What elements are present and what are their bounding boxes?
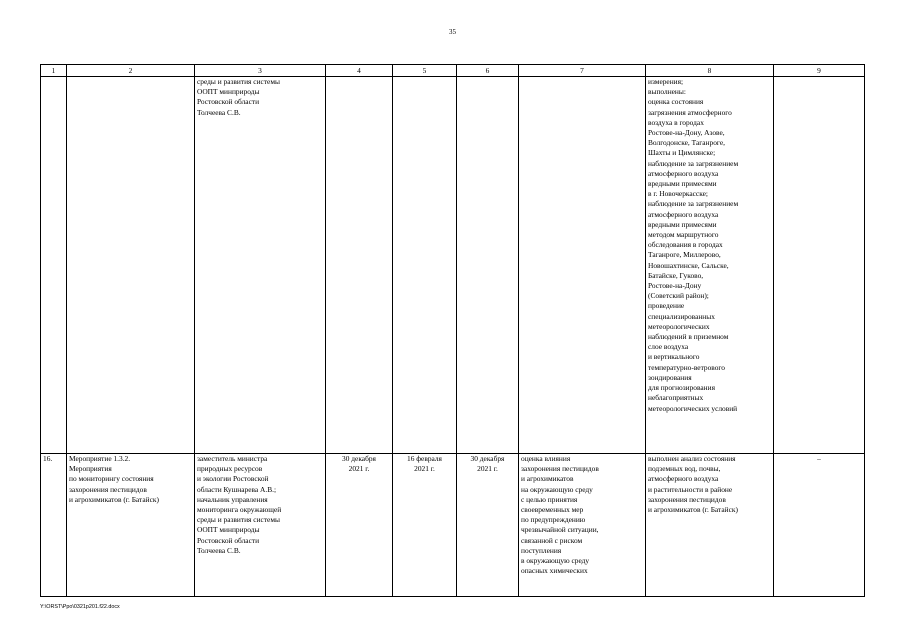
- column-number: 4: [326, 65, 393, 77]
- cell-text-line: захоронения пестицидов: [69, 484, 147, 494]
- cell-text-line: воздуха в городах: [648, 117, 704, 127]
- column-number: 8: [646, 65, 774, 77]
- responsible-cell: [195, 77, 326, 454]
- cell-text-line: чрезвычайной ситуации,: [521, 525, 599, 535]
- cell-text-line: по предупреждению: [521, 515, 586, 525]
- cell-text-line: вредными примесями: [648, 179, 717, 189]
- cell-text-line: 2021 г.: [414, 464, 435, 474]
- cell-text-line: вредными примесями: [648, 219, 717, 229]
- cell-text-line: зондирования: [648, 372, 692, 382]
- cell-text-line: ООПТ минприроды: [197, 87, 260, 97]
- column-number: 2: [67, 65, 195, 77]
- cell-text-line: Шахты и Цимлянске;: [648, 148, 716, 158]
- cell-text-line: заместитель министра: [197, 454, 268, 463]
- cell-text-line: атмосферного воздуха: [648, 168, 719, 178]
- cell-text-line: наблюдение за загрязнением: [648, 199, 739, 209]
- cell-text-line: наблюдение за загрязнением: [648, 158, 739, 168]
- report-table: [40, 64, 865, 597]
- cell-text-line: Мероприятия: [69, 464, 112, 474]
- cell-text-line: выполнены:: [648, 87, 686, 97]
- column-number: 6: [457, 65, 519, 77]
- cell-text-line: на окружающую среду: [521, 484, 593, 494]
- cell-text-line: и агрохимикатов: [521, 474, 574, 484]
- cell-text-line: измерения;: [648, 77, 684, 86]
- cell-text-line: Ростове-на-Дону, Азове,: [648, 128, 725, 138]
- cell-text-line: Волгодонске, Таганроге,: [648, 138, 725, 148]
- cell-text-line: Новошахтинске, Сальске,: [648, 260, 729, 270]
- cell-text-line: атмосферного воздуха: [648, 209, 719, 219]
- cell-text-line: неблагоприятных: [648, 393, 704, 403]
- cell-text-line: и агрохимикатов (г. Батайск): [648, 505, 738, 515]
- page-number: 35: [449, 28, 456, 36]
- cell-text-line: выполнен анализ состояния: [648, 454, 736, 463]
- cell-text-line: загрязнения атмосферного: [648, 107, 732, 117]
- cell-text-line: ООПТ минприроды: [197, 525, 260, 535]
- notes-cell: [774, 77, 865, 454]
- planned-date-cell: [326, 454, 393, 597]
- column-number: 9: [774, 65, 865, 77]
- cell-text-line: по мониторингу состояния: [69, 474, 154, 484]
- actual-result-cell: [646, 77, 774, 454]
- cell-text-line: оценка влияния: [521, 454, 571, 463]
- column-number: 1: [41, 65, 67, 77]
- cell-text-line: обследования в городах: [648, 240, 723, 250]
- row-number-cell: [41, 77, 67, 454]
- cell-text-line: 30 декабря: [342, 454, 376, 463]
- table-row-16: [41, 454, 865, 597]
- actual-end-cell: [457, 77, 519, 454]
- cell-text-line: Толчеева С.В.: [197, 107, 241, 117]
- cell-text-line: и растительности в районе: [648, 484, 733, 494]
- cell-text-line: оценка состояния: [648, 97, 704, 107]
- cell-text-line: метеорологических: [648, 321, 710, 331]
- cell-text-line: в г. Новочеркасске;: [648, 189, 708, 199]
- cell-text-line: специализированных: [648, 311, 715, 321]
- cell-text-line: Ростове-на-Дону: [648, 281, 702, 291]
- measure-cell: [67, 454, 195, 597]
- cell-text-line: 2021 г.: [348, 464, 370, 474]
- cell-text-line: с целью принятия: [521, 494, 578, 504]
- cell-text-line: области Кушнарева А.В.;: [197, 484, 277, 494]
- actual-result-cell: [646, 454, 774, 597]
- cell-text-line: (Советский район);: [648, 291, 709, 301]
- cell-text-line: начальник управления: [197, 494, 268, 504]
- cell-text-line: связанной с риском: [521, 535, 583, 545]
- cell-text-line: опасных химических: [521, 566, 588, 576]
- cell-text-line: своевременных мер: [521, 505, 584, 515]
- cell-text-line: наблюдений в приземном: [648, 332, 729, 342]
- cell-text-line: температурно-ветрового: [648, 362, 725, 372]
- cell-text-line: 16 февраля: [407, 454, 442, 463]
- responsible-cell: [195, 454, 326, 597]
- actual-start-cell: [393, 454, 457, 597]
- cell-text-line: 30 декабря: [470, 454, 505, 463]
- notes-cell: –: [774, 454, 865, 597]
- cell-text-line: Мероприятие 1.3.2.: [69, 454, 131, 463]
- cell-text-line: атмосферного воздуха: [648, 474, 719, 484]
- planned-date-cell: [326, 77, 393, 454]
- cell-text-line: метеорологических условий: [648, 403, 738, 413]
- column-number: 3: [195, 65, 326, 77]
- cell-text-line: в окружающую среду: [521, 556, 590, 566]
- cell-text-line: Ростовской области: [197, 535, 260, 545]
- column-number: 7: [519, 65, 646, 77]
- cell-text-line: подземных вод, почвы,: [648, 464, 721, 474]
- cell-text-line: методом маршрутного: [648, 230, 719, 240]
- actual-start-cell: [393, 77, 457, 454]
- column-number-row: [41, 65, 865, 77]
- cell-text-line: мониторинга окружающей: [197, 505, 282, 515]
- expected-result-cell: [519, 454, 646, 597]
- cell-text-line: и экологии Ростовской: [197, 474, 269, 484]
- cell-text-line: среды и развития системы: [197, 515, 280, 525]
- cell-text-line: захоронения пестицидов: [648, 494, 726, 504]
- cell-text-line: Ростовской области: [197, 97, 260, 107]
- measure-cell: [67, 77, 195, 454]
- table-row-continued: [41, 77, 865, 454]
- cell-text-line: проведение: [648, 301, 685, 311]
- cell-text-line: Батайске, Гуково,: [648, 270, 704, 280]
- cell-text-line: Толчеева С.В.: [197, 545, 241, 555]
- cell-text-line: захоронения пестицидов: [521, 464, 599, 474]
- cell-text-line: поступления: [521, 545, 562, 555]
- cell-text-line: среды и развития системы: [197, 77, 280, 86]
- file-path-footer: Y:\ORST\Ppo\0321p201.f22.docx: [40, 604, 120, 610]
- cell-text-line: природных ресурсов: [197, 464, 263, 474]
- column-number: 5: [393, 65, 457, 77]
- cell-text-line: и агрохимикатов (г. Батайск): [69, 494, 159, 504]
- expected-result-cell: [519, 77, 646, 454]
- cell-text-line: и вертикального: [648, 352, 700, 362]
- cell-text-line: для прогнозирования: [648, 383, 715, 393]
- cell-text-line: 2021 г.: [477, 464, 498, 474]
- cell-text-line: слое воздуха: [648, 342, 689, 352]
- cell-text-line: Таганроге, Миллерово,: [648, 250, 721, 260]
- actual-end-cell: [457, 454, 519, 597]
- row-number-cell: 16.: [41, 454, 67, 597]
